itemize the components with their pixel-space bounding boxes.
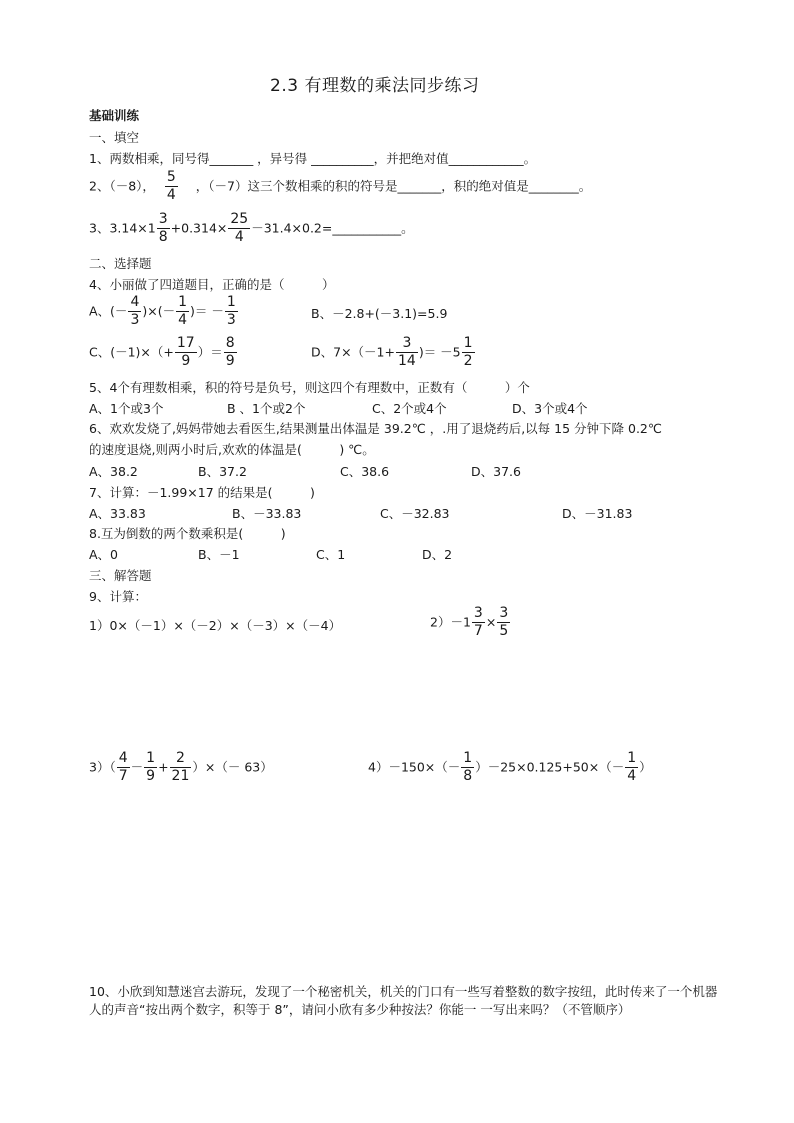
q5-option-d: D、3个或4个 xyxy=(512,401,588,416)
q4c-fraction-2: $\frac{8}{9}$ xyxy=(225,335,235,370)
q6-option-d: D、37.6 xyxy=(471,464,521,479)
q4c-fraction-1: $\frac{17}{9}$ xyxy=(176,335,195,370)
part3-heading: 三、解答题 xyxy=(89,568,152,583)
section-basic-heading: 基础训练 xyxy=(89,108,140,123)
q4a-fraction-1: $\frac{4}{3}$ xyxy=(130,294,140,329)
q8-option-a: A、0 xyxy=(89,547,119,562)
question-9: 9、计算： xyxy=(89,589,147,604)
question-6-line-2: 的速度退烧,则两小时后,欢欢的体温是( ) ℃。 xyxy=(89,442,375,457)
question-10: 10、小欣到知慧迷宫去游玩，发现了一个秘密机关，机关的门口有一些写着整数的数字按纽，此时传来了一个机器人的声音“按出两个数字，积等于 8”，请问小欣有多少种按法？你能一 一写出来吗？（不管顺序） xyxy=(89,984,718,1018)
c3-fraction-1: $\frac{4}{7}$ xyxy=(118,750,128,785)
c4-fraction-2: $\frac{1}{4}$ xyxy=(627,750,637,785)
c3-fraction-3: $\frac{2}{21}$ xyxy=(171,750,190,785)
q7-option-b: B、－33.83 xyxy=(232,506,302,521)
page-title: 2.3 有理数的乘法同步练习 xyxy=(270,76,480,96)
calc-2: 2）－1 $\frac{3}{7}$ × $\frac{3}{5}$ xyxy=(430,605,509,640)
q4-option-b: B、－2.8+(－3.1)=5.9 xyxy=(311,306,448,321)
q6-option-a: A、38.2 xyxy=(89,464,138,479)
q2-fraction: $\frac{5}{4}$ xyxy=(166,169,176,204)
q8-option-b: B、－1 xyxy=(198,547,240,562)
q2-pre: 2、（－8）， xyxy=(89,178,155,194)
q2-post: ，（－7）这三个数相乘的积的符号是_______，积的绝对值是________。 xyxy=(195,178,592,194)
q4a-fraction-3: $\frac{1}{3}$ xyxy=(226,294,236,329)
q7-option-a: A、33.83 xyxy=(89,506,146,521)
q4a-fraction-2: $\frac{1}{4}$ xyxy=(178,294,188,329)
q6-option-b: B、37.2 xyxy=(198,464,247,479)
calc-1: 1）0×（－1）×（－2）×（－3）×（－4） xyxy=(89,618,342,633)
q4-option-d: D、7×（－1+ $\frac{3}{14}$ )＝ －5 $\frac{1}{2}$ xyxy=(311,335,473,370)
c2-fraction-1: $\frac{3}{7}$ xyxy=(473,605,483,640)
q3-fraction-2: $\frac{25}{4}$ xyxy=(230,211,249,246)
question-8: 8.互为倒数的两个数乘积是( ) xyxy=(89,526,286,541)
q4-option-c: C、(－1)×（+ $\frac{17}{9}$ ）＝ $\frac{8}{9}$ xyxy=(89,335,235,370)
q7-option-c: C、－32.83 xyxy=(380,506,450,521)
part2-heading: 二、选择题 xyxy=(89,256,152,271)
question-3: 3、3.14×1 $\frac{3}{8}$ +0.314× $\frac{25}{4}$ －31.4×0.2=___________。 xyxy=(89,211,414,246)
q5-option-a: A、1个或3个 xyxy=(89,401,164,416)
q7-option-d: D、－31.83 xyxy=(562,506,633,521)
q8-option-c: C、1 xyxy=(316,547,346,562)
q4-option-a: A、(－ $\frac{4}{3}$ )×(－ $\frac{1}{4}$ )＝ － $\frac{1}{3}$ xyxy=(89,294,236,329)
question-4: 4、小丽做了四道题目，正确的是（ ） xyxy=(89,277,335,292)
question-5: 5、4个有理数相乘，积的符号是负号，则这四个有理数中，正数有（ ）个 xyxy=(89,380,530,395)
q8-option-d: D、2 xyxy=(422,547,453,562)
c4-fraction-1: $\frac{1}{8}$ xyxy=(463,750,473,785)
question-1: 1、两数相乘，同号得_______ ，异号得 __________，并把绝对值____________。 xyxy=(89,151,537,166)
calc-4: 4）－150×（－ $\frac{1}{8}$ ）－25×0.125+50×（－ $\frac{1}{4}$ ） xyxy=(368,750,652,785)
question-2 xyxy=(89,170,591,204)
c2-fraction-2: $\frac{3}{5}$ xyxy=(499,605,509,640)
question-6-line-1: 6、欢欢发烧了,妈妈带她去看医生,结果测量出体温是 39.2℃ ，.用了退烧药后,以每 15 分钟下降 0.2℃ xyxy=(89,421,662,436)
q4d-fraction-1: $\frac{3}{14}$ xyxy=(397,335,416,370)
calc-3: 3）（ $\frac{4}{7}$ － $\frac{1}{9}$ + $\frac{2}{21}$ ）×（－ 63） xyxy=(89,750,273,785)
q5-option-b: B 、1个或2个 xyxy=(227,401,306,416)
part1-heading: 一、填空 xyxy=(89,130,140,145)
q3-fraction-1: $\frac{3}{8}$ xyxy=(158,211,168,246)
question-7: 7、计算：－1.99×17 的结果是( ) xyxy=(89,485,315,500)
c3-fraction-2: $\frac{1}{9}$ xyxy=(146,750,156,785)
q5-option-c: C、2个或4个 xyxy=(372,401,447,416)
q6-option-c: C、38.6 xyxy=(340,464,390,479)
q4d-fraction-2: $\frac{1}{2}$ xyxy=(463,335,473,370)
